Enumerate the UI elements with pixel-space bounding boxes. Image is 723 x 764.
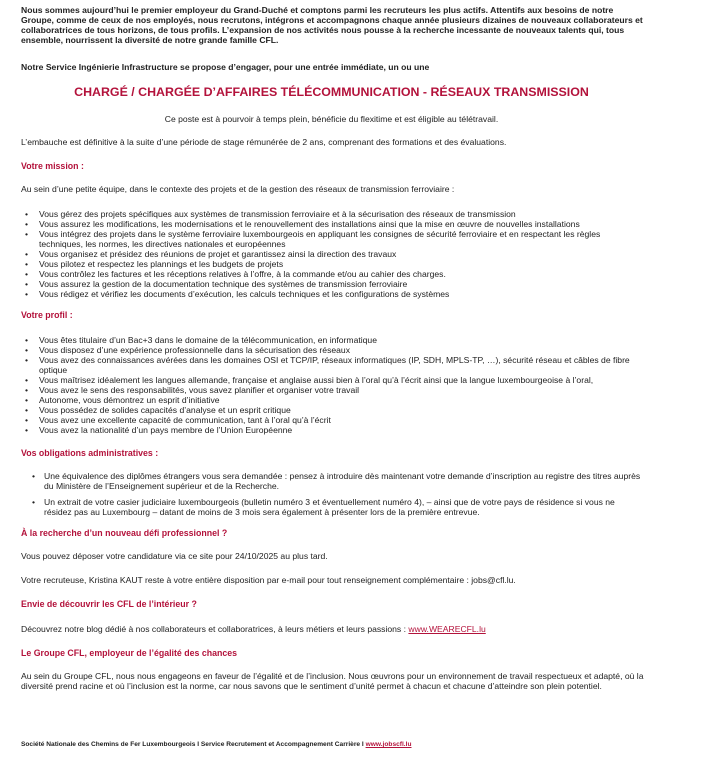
discover-text: [21, 624, 701, 634]
footer-text: Société Nationale des Chemins de Fer Luxembourgeois I Service Recrutement et Accompagnement Carrière I: [21, 741, 366, 748]
list-item: • Vous avez une excellente capacité de communication, tant à l’oral qu’à l’écrit: [21, 415, 641, 425]
equality-heading: Le Groupe CFL, employeur de l’égalité des chances: [21, 648, 238, 658]
list-item: • Vous êtes titulaire d’un Bac+3 dans le domaine de la télécommunication, en informatique: [21, 335, 641, 345]
list-item: • Vous organisez et présidez des réunions de projet et garantissez ainsi la direction des travaux: [21, 249, 641, 259]
discover-heading: Envie de découvrir les CFL de l’intérieur ?: [21, 599, 197, 609]
list-item: • Vous intégrez des projets dans le système ferroviaire luxembourgeois en appliquant les consignes de sécurité ferroviaire et en respectant les règles techniques, les normes, les directives nationales et européennes: [21, 229, 641, 249]
position-note: Ce poste est à pourvoir à temps plein, bénéficie du flexitime et est éligible au télétravail.: [164, 114, 499, 124]
discover-label: Découvrez notre blog dédié à nos collaborateurs et collaboratrices, à leurs métiers et leurs passions :: [21, 624, 409, 634]
footer: [21, 741, 711, 749]
list-item: • Vous possédez de solides capacités d’analyse et un esprit critique: [21, 405, 641, 415]
list-item: • Autonome, vous démontrez un esprit d’initiative: [21, 395, 641, 405]
list-item: • Un extrait de votre casier judiciaire luxembourgeois (bulletin numéro 3 et éventuellement numéro 4), – ainsi que de votre pays de résidence si vous ne résidez pas au Luxembourg – datant de moins de 3 mois sera également à présenter lors de la première entrevue.: [21, 497, 643, 517]
hiring-note: L’embauche est définitive à la suite d’une période de stage rémunérée de 2 ans, comprenant des formations et des évaluations.: [21, 137, 507, 147]
list-item: • Vous maîtrisez idéalement les langues allemande, française et anglaise aussi bien à l’oral qu’à l’écrit ainsi que la langue luxembourgeoise à l’oral,: [21, 375, 641, 385]
obligations-list: [21, 471, 643, 523]
mission-intro: Au sein d’une petite équipe, dans le contexte des projets et de la gestion des réseaux de transmission ferroviaire :: [21, 184, 455, 194]
list-item: • Vous avez des connaissances avérées dans les domaines OSI et TCP/IP, réseaux informatiques (IP, SDH, MPLS-TP, …), sécurité réseau et câbles de fibre optique: [21, 355, 641, 375]
wearecfl-link[interactable]: www.WEARECFL.lu: [408, 624, 486, 634]
list-item: • Vous pilotez et respectez les plannings et les budgets de projets: [21, 259, 641, 269]
service-line: Notre Service Ingénierie Infrastructure se propose d’engager, pour une entrée immédiate, un ou une: [21, 62, 430, 72]
list-item: • Vous avez le sens des responsabilités, vous savez planifier et organiser votre travail: [21, 385, 641, 395]
apply-deadline: Vous pouvez déposer votre candidature via ce site pour 24/10/2025 au plus tard.: [21, 551, 328, 561]
profile-heading: Votre profil :: [21, 310, 73, 320]
intro-paragraph: Nous sommes aujourd’hui le premier employeur du Grand-Duché et comptons parmi les recruteurs les plus actifs. Attentifs aux besoins de notre Groupe, comme de ceux de nos employés, nous recrutons, intégrons et accompagnons chaque année plusieurs dizaines de nouveaux collaborateurs et collaboratrices de tous horizons, de tous profils. L’expansion de nos activités nous pousse à la recherche incessante de nouveaux talents qui, tous ensemble, nourrissent la diversité de notre grande famille CFL.: [21, 5, 643, 45]
obligations-heading: Vos obligations administratives :: [21, 448, 159, 458]
list-item: • Vous rédigez et vérifiez les documents d’exécution, les calculs techniques et les configurations de systèmes: [21, 289, 641, 299]
list-item: • Vous disposez d’une expérience professionnelle dans la sécurisation des réseaux: [21, 345, 641, 355]
mission-heading: Votre mission :: [21, 161, 84, 171]
list-item: • Vous assurez la gestion de la documentation technique des systèmes de transmission ferroviaire: [21, 279, 641, 289]
profile-list: [21, 335, 641, 435]
apply-heading: À la recherche d’un nouveau défi professionnel ?: [21, 528, 228, 538]
job-title: CHARGÉ / CHARGÉE D’AFFAIRES TÉLÉCOMMUNICATION - RÉSEAUX TRANSMISSION: [74, 85, 589, 99]
mission-list: [21, 209, 641, 299]
jobscfl-link[interactable]: www.jobscfl.lu: [365, 741, 412, 748]
list-item: • Vous assurez les modifications, les modernisations et le renouvellement des installations ainsi que la mise en œuvre de nouvelles installations: [21, 219, 641, 229]
list-item: • Vous avez la nationalité d’un pays membre de l’Union Européenne: [21, 425, 641, 435]
list-item: • Vous gérez des projets spécifiques aux systèmes de transmission ferroviaire et à la sécurisation des réseaux de transmission: [21, 209, 641, 219]
recruiter-contact: Votre recruteuse, Kristina KAUT reste à votre entière disposition par e-mail pour tout renseignement complémentaire : jobs@cfl.lu.: [21, 575, 516, 585]
list-item: • Une équivalence des diplômes étrangers vous sera demandée : pensez à introduire dès maintenant votre demande d’inscription au registre des titres auprès du Ministère de l’Enseignement supérieur et de la Recherche.: [21, 471, 643, 491]
list-item: • Vous contrôlez les factures et les réceptions relatives à l’offre, à la commande et/ou au cahier des charges.: [21, 269, 641, 279]
equality-text: Au sein du Groupe CFL, nous nous engageons en faveur de l’égalité et de l’inclusion. Nous œuvrons pour un environnement de travail respectueux et adapté, où la diversité prend racine et où l’inclusion est la norme, car nous savons que le sentiment d’unité permet à chacun et chacune d’atteindre son plein potentiel.: [21, 671, 644, 691]
